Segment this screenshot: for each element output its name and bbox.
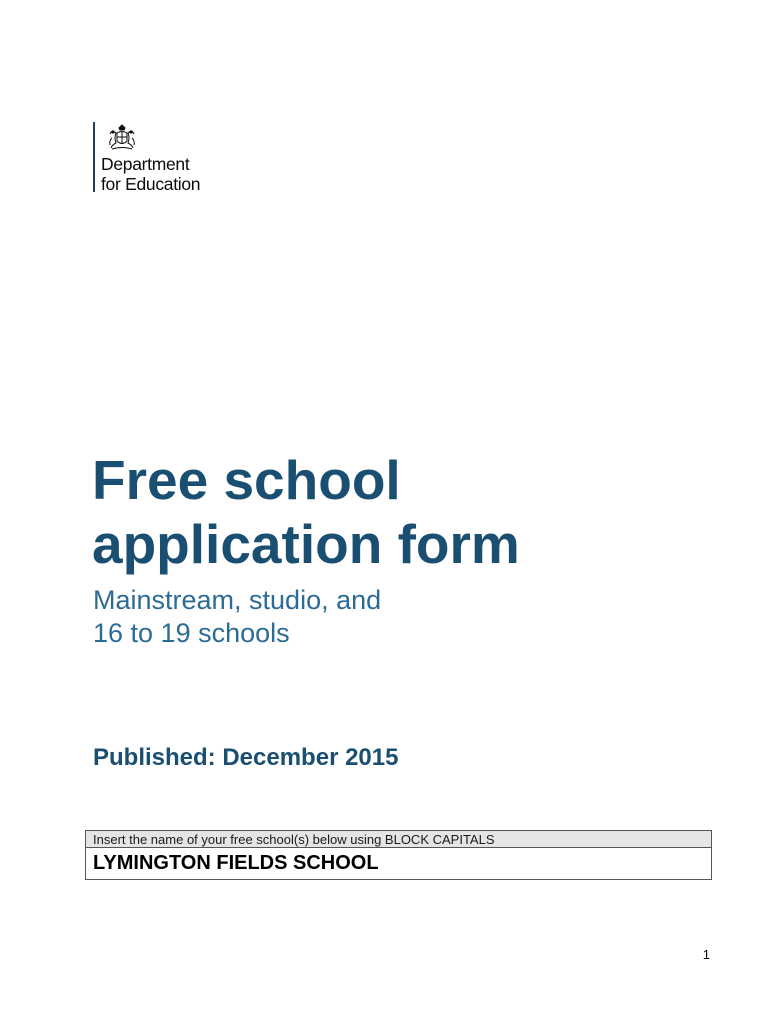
document-title <box>92 448 520 576</box>
document-subtitle <box>93 584 381 650</box>
logo-text <box>101 154 200 194</box>
logo-line-department: Department <box>101 154 190 174</box>
logo-rule <box>93 122 95 192</box>
page-number: 1 <box>702 947 710 962</box>
dfe-logo <box>93 122 233 196</box>
title-line-1: Free school <box>92 449 401 511</box>
logo-line-for-education: for Education <box>101 174 201 194</box>
title-line-2: application form <box>92 513 520 575</box>
royal-coat-of-arms-icon <box>106 124 138 152</box>
school-name-instruction: Insert the name of your free school(s) below using BLOCK CAPITALS <box>86 831 711 848</box>
subtitle-line-2: 16 to 19 schools <box>93 618 290 648</box>
subtitle-line-1: Mainstream, studio, and <box>93 585 382 615</box>
school-name-field[interactable]: LYMINGTON FIELDS SCHOOL <box>93 852 379 874</box>
school-name-box <box>85 830 712 880</box>
published-date: Published: December 2015 <box>93 744 399 771</box>
